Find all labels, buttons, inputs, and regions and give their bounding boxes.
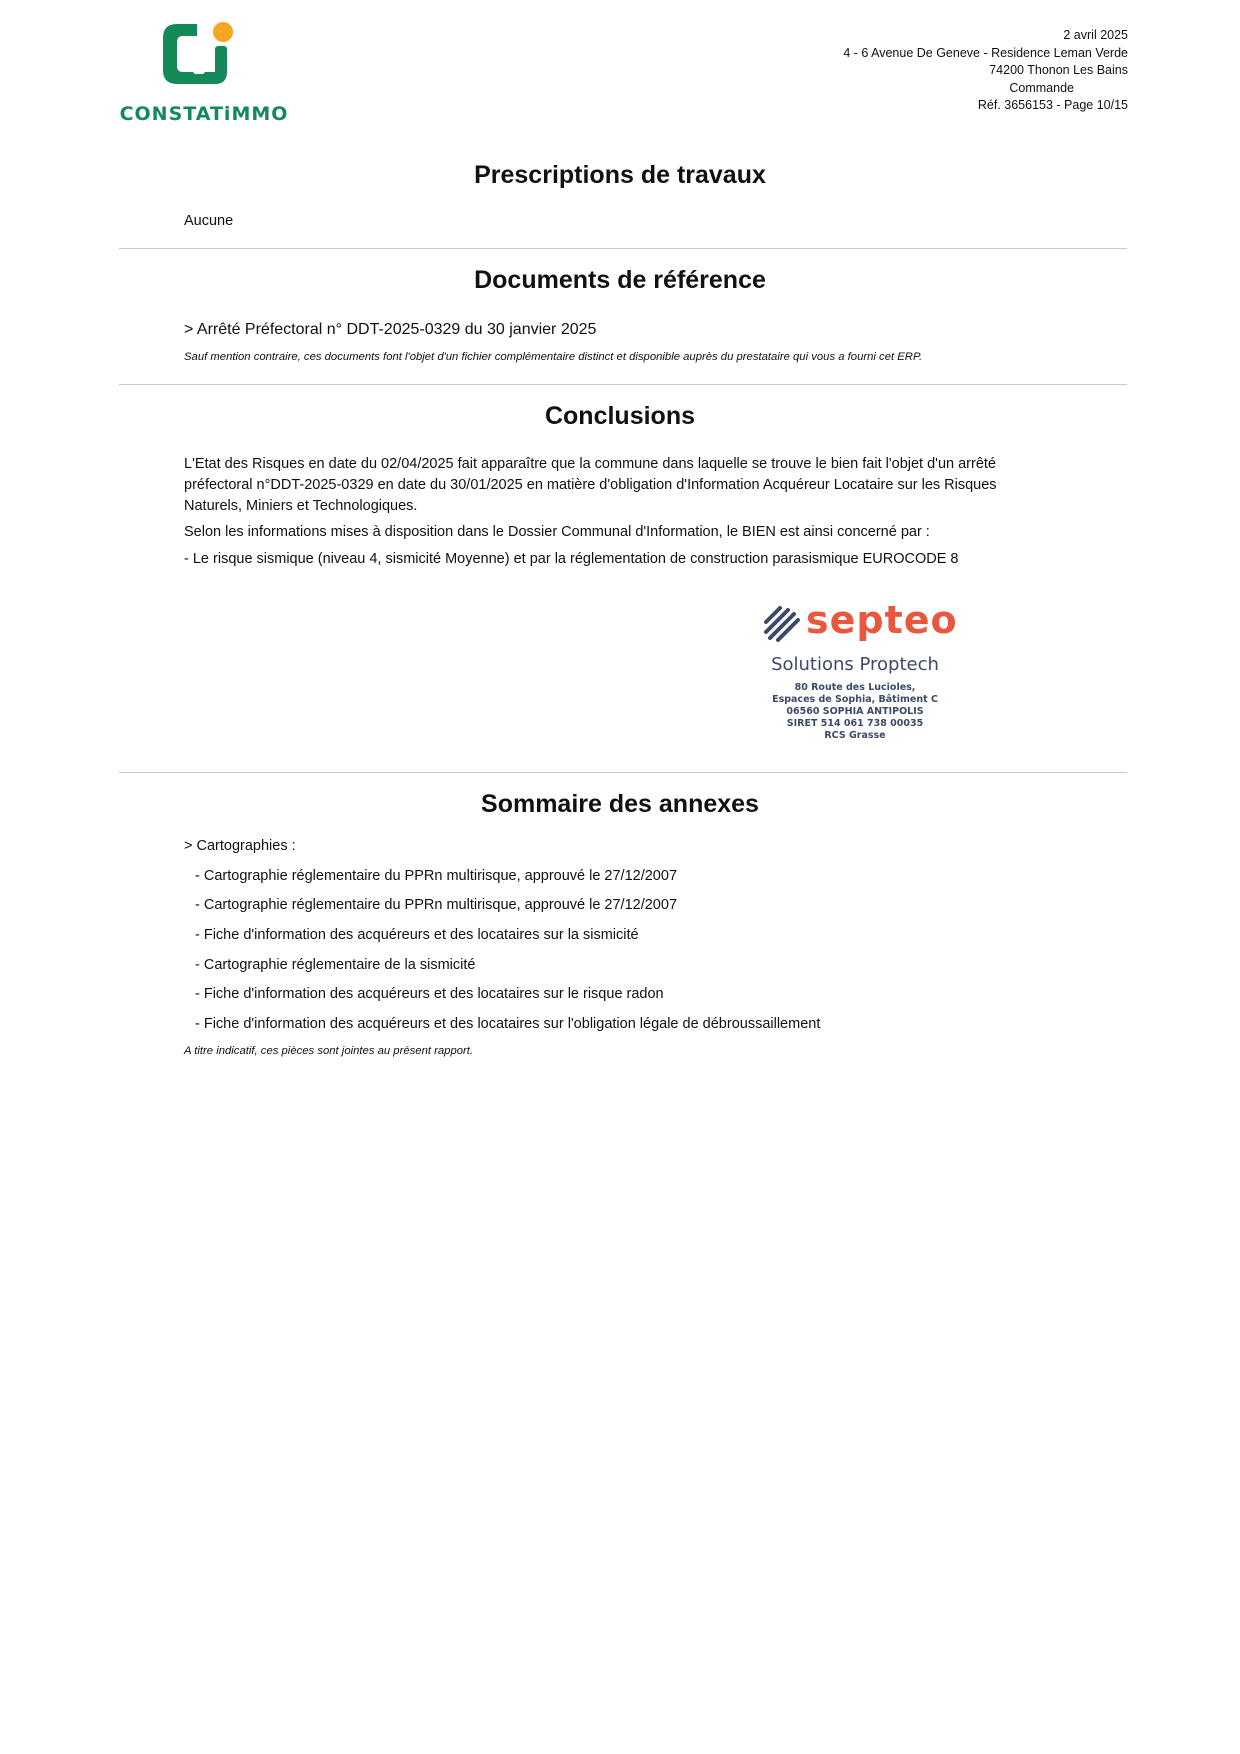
annex-heading: > Cartographies :	[184, 838, 296, 854]
conclusions-paragraph-1: L'Etat des Risques en date du 02/04/2025 fait apparaître que la commune dans laquelle se trouve le bien fait l'objet d'un arrêté préfectoral n°DDT-2025-0329 en date du 30/01/2025 en matière d'obligation d'Information Acquéreur Locataire sur les Risques Naturels, Miniers et Technologiques.	[184, 456, 997, 514]
annexes-note: A titre indicatif, ces pièces sont jointes au présent rapport.	[184, 1045, 474, 1057]
list-item: - Fiche d'information des acquéreurs et des locataires sur le risque radon	[195, 986, 664, 1003]
section-title-documents: Documents de référence	[474, 266, 766, 294]
list-item: - Cartographie réglementaire de la sismicité	[195, 956, 476, 973]
septeo-subtitle: Solutions Proptech	[771, 654, 939, 675]
conclusions-paragraph-2: Selon les informations mises à disposition dans le Dossier Communal d'Information, le BIEN est ainsi concerné par :	[184, 524, 930, 540]
document-reference-item: > Arrêté Préfectoral n° DDT-2025-0329 du 30 janvier 2025	[184, 321, 597, 338]
septeo-stamp	[760, 598, 958, 745]
logo-wordmark: CONSTATiMMO	[119, 103, 289, 125]
reference-page: Réf. 3656153 - Page 10/15	[977, 98, 1128, 112]
list-item: - Fiche d'information des acquéreurs et des locataires sur l'obligation légale de débroussaillement	[195, 1016, 821, 1033]
property-city: 74200 Thonon Les Bains	[989, 63, 1128, 77]
property-address: 4 - 6 Avenue De Geneve - Residence Leman Verde	[843, 45, 1128, 60]
section-title-conclusions: Conclusions	[544, 402, 695, 430]
divider	[119, 384, 1127, 385]
conclusions-paragraph-3: - Le risque sismique (niveau 4, sismicité Moyenne) et par la réglementation de construction parasismique EUROCODE 8	[184, 551, 959, 567]
list-item: - Cartographie réglementaire du PPRn multirisque, approuvé le 27/12/2007	[195, 897, 678, 914]
septeo-address-line: RCS Grasse	[824, 730, 886, 741]
document-date: 2 avril 2025	[1063, 28, 1128, 42]
commande-label: Commande	[1009, 80, 1074, 95]
septeo-address	[760, 682, 950, 742]
divider	[119, 248, 1127, 249]
constatimmo-logo	[119, 20, 289, 130]
septeo-address-line: 80 Route des Lucioles,	[794, 682, 916, 693]
section-title-prescriptions: Prescriptions de travaux	[474, 161, 766, 189]
list-item: - Cartographie réglementaire du PPRn multirisque, approuvé le 27/12/2007	[195, 867, 678, 884]
septeo-address-line: 06560 SOPHIA ANTIPOLIS	[786, 706, 924, 717]
header-info	[708, 27, 1128, 115]
septeo-stripes-icon	[764, 604, 804, 644]
septeo-wordmark: septeo	[806, 598, 958, 642]
section-title-annexes: Sommaire des annexes	[481, 790, 759, 818]
annex-list	[184, 838, 820, 1046]
divider	[119, 772, 1127, 773]
documents-note: Sauf mention contraire, ces documents font l'objet d'un fichier complémentaire distinct et disponible auprès du prestataire qui vous a fourni cet ERP.	[184, 351, 923, 363]
list-item: - Fiche d'information des acquéreurs et des locataires sur la sismicité	[195, 927, 639, 944]
constatimmo-logo-icon	[119, 20, 289, 100]
prescriptions-text: Aucune	[184, 213, 234, 229]
septeo-address-line: Espaces de Sophia, Bâtiment C	[772, 694, 938, 705]
septeo-address-line: SIRET 514 061 738 00035	[786, 718, 924, 729]
